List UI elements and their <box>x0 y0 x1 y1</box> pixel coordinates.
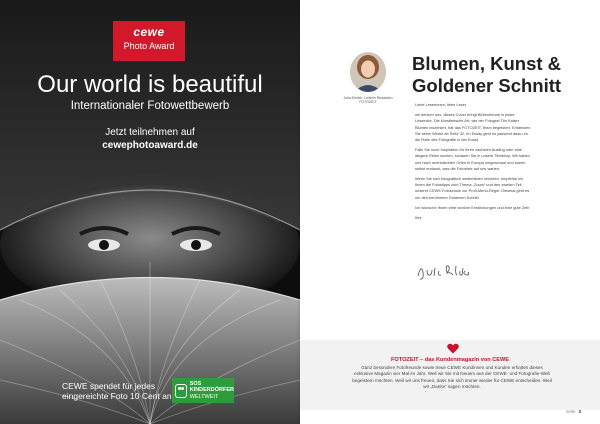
portrait-image <box>350 52 386 92</box>
page-number-value: 3 <box>578 409 582 414</box>
editor-portrait <box>350 52 386 92</box>
ad-subtitle: Internationaler Fotowettbewerb <box>70 100 230 112</box>
magazine-info-title: FOTOZEIT – das Kundenmagazin von CEWE <box>391 357 509 363</box>
editorial-letter <box>415 102 533 225</box>
sos-line-2: KINDERDÖRFER <box>189 387 234 394</box>
letter-paragraph: wir denken uns, dieses Cover bringt Blütenfreude in jedes Leseecke. Die künstlerische Art, wie der Fotograf Tim Kaiser Blumen inszeniert, hat das FOTOZEIT-Team begeistert. Entdecken Sie seine Werke ab Seite 32. Im Essay geht es passend dazu um die Rolle des Fotografie in der Kunst. <box>415 112 531 143</box>
heart-icon <box>447 343 459 354</box>
photo-award-label: Photo Award <box>123 41 175 51</box>
letter-paragraph: Ich wünsche Ihnen viele schöne Entdeckungen und eine gute Zeit! <box>415 204 530 210</box>
ad-cta: Jetzt teilnehmen auf <box>105 127 195 138</box>
headline-line-2: Goldener Schnitt <box>412 75 562 96</box>
headline-line-1: Blumen, Kunst & <box>412 53 562 74</box>
editorial-headline <box>412 53 592 97</box>
ad-url-link[interactable]: cewephotoaward.de <box>102 140 198 151</box>
donation-line-1: CEWE spendet für jedes <box>62 381 156 391</box>
donation-text <box>62 381 172 401</box>
sos-kinderdoerfer-logo <box>172 378 234 403</box>
portrait-caption: Julia Ehrlich, Leiterin Redaktion FOTOZEIT <box>343 96 393 105</box>
editorial-page <box>300 0 600 424</box>
page-label: seite <box>566 409 576 414</box>
letter-greeting: Liebe Leserinnen, liebe Leser, <box>415 102 467 107</box>
ad-title: Our world is beautiful <box>37 71 263 98</box>
sos-line-3: WELTWEIT <box>189 393 219 400</box>
cewe-logo: cewe <box>133 25 165 39</box>
sos-line-1: SOS <box>189 380 202 387</box>
letter-paragraph: Wenn Sie sich fotografisch weiterbilden möchten, empfehle ich Ihnen die Fotostipps zum Thema „Zoom“ und den zweiten Teil unserer CEWE Fotoschule zur Profi-Menü-Regel: Diesmal geht es um den berühmten Goldenen Schnitt. <box>415 176 530 200</box>
magazine-info-text: Ganz besondere Fotofreunde sowie treue CEWE Kundinnen und Kunden erhalten dieses exklusive Magazin vier Mal im Jahr. Weil wir Sie mit Neuem aus der CEWE- und Fotografie-Welt begeistern möchten. Weil wir uns freuen, dass Sie sich immer wieder für CEWE entscheiden. Weil wir „Danke“ sagen möchten. <box>352 365 552 390</box>
donation-line-2: eingereichte Foto 10 Cent an <box>62 391 172 401</box>
letter-closing: Ihre <box>415 215 422 221</box>
cewe-photo-award-badge <box>113 21 185 61</box>
letter-paragraph: Falls Sie noch Inspiration für Ihren nächsten Ausflug oder eine längere Reise suchen, schauen Sie in unsere Titelstory: Wir haben uns nach unentdeckten Orten in Europa umgeschaut und waren selbst erstaunt, was die Fotoziele auf uns warten. <box>415 147 530 171</box>
page-number <box>566 409 581 414</box>
handwritten-signature <box>415 262 475 282</box>
sos-children-icon <box>175 384 187 398</box>
